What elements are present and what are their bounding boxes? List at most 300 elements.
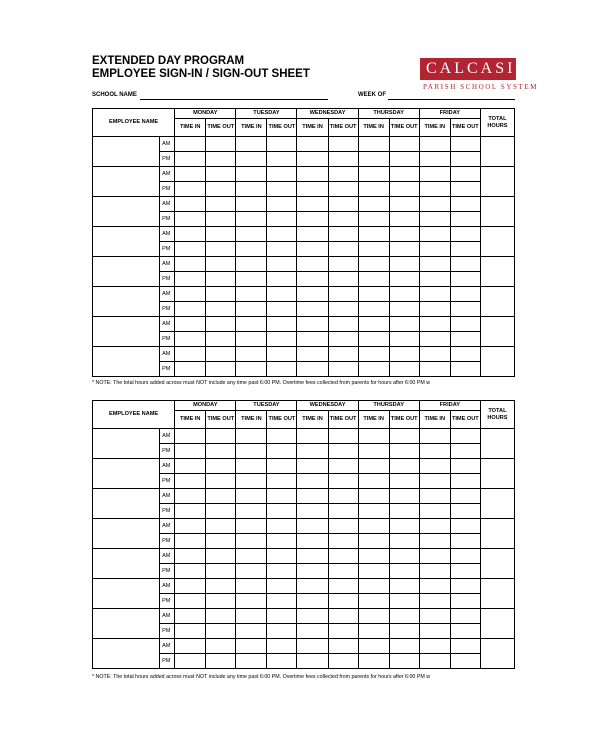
time-out-cell[interactable] xyxy=(450,489,480,504)
time-in-cell[interactable] xyxy=(297,534,328,549)
time-out-cell[interactable] xyxy=(389,504,419,519)
time-in-cell[interactable] xyxy=(175,654,206,669)
time-out-cell[interactable] xyxy=(389,519,419,534)
time-out-cell[interactable] xyxy=(206,459,236,474)
time-out-cell[interactable] xyxy=(389,594,419,609)
time-out-cell[interactable] xyxy=(267,609,297,624)
time-out-cell[interactable] xyxy=(389,182,419,197)
time-in-cell[interactable] xyxy=(236,242,267,257)
time-out-cell[interactable] xyxy=(389,459,419,474)
time-in-cell[interactable] xyxy=(419,654,450,669)
time-in-cell[interactable] xyxy=(419,609,450,624)
time-in-cell[interactable] xyxy=(236,347,267,362)
time-out-cell[interactable] xyxy=(450,609,480,624)
time-in-cell[interactable] xyxy=(175,609,206,624)
time-in-cell[interactable] xyxy=(297,317,328,332)
time-out-cell[interactable] xyxy=(267,429,297,444)
time-in-cell[interactable] xyxy=(236,137,267,152)
employee-name-cell[interactable] xyxy=(93,347,160,377)
total-hours-cell[interactable] xyxy=(480,197,514,227)
time-in-cell[interactable] xyxy=(419,362,450,377)
time-out-cell[interactable] xyxy=(328,137,358,152)
time-out-cell[interactable] xyxy=(389,639,419,654)
time-out-cell[interactable] xyxy=(328,549,358,564)
time-out-cell[interactable] xyxy=(450,167,480,182)
time-out-cell[interactable] xyxy=(389,654,419,669)
time-out-cell[interactable] xyxy=(389,287,419,302)
time-in-cell[interactable] xyxy=(358,167,389,182)
time-in-cell[interactable] xyxy=(297,332,328,347)
time-out-cell[interactable] xyxy=(206,429,236,444)
time-in-cell[interactable] xyxy=(236,332,267,347)
time-in-cell[interactable] xyxy=(358,287,389,302)
time-out-cell[interactable] xyxy=(206,534,236,549)
time-out-cell[interactable] xyxy=(206,564,236,579)
time-in-cell[interactable] xyxy=(297,362,328,377)
time-out-cell[interactable] xyxy=(389,272,419,287)
time-out-cell[interactable] xyxy=(206,519,236,534)
time-out-cell[interactable] xyxy=(450,182,480,197)
time-in-cell[interactable] xyxy=(297,429,328,444)
time-out-cell[interactable] xyxy=(328,429,358,444)
time-in-cell[interactable] xyxy=(297,579,328,594)
time-in-cell[interactable] xyxy=(236,444,267,459)
time-out-cell[interactable] xyxy=(389,347,419,362)
time-out-cell[interactable] xyxy=(389,549,419,564)
time-in-cell[interactable] xyxy=(175,519,206,534)
time-in-cell[interactable] xyxy=(419,167,450,182)
time-in-cell[interactable] xyxy=(297,302,328,317)
time-out-cell[interactable] xyxy=(267,302,297,317)
time-in-cell[interactable] xyxy=(236,609,267,624)
time-in-cell[interactable] xyxy=(419,579,450,594)
time-out-cell[interactable] xyxy=(206,257,236,272)
time-in-cell[interactable] xyxy=(236,534,267,549)
time-in-cell[interactable] xyxy=(175,332,206,347)
time-out-cell[interactable] xyxy=(267,212,297,227)
time-out-cell[interactable] xyxy=(328,317,358,332)
time-out-cell[interactable] xyxy=(389,197,419,212)
time-out-cell[interactable] xyxy=(450,564,480,579)
time-in-cell[interactable] xyxy=(175,212,206,227)
time-out-cell[interactable] xyxy=(450,594,480,609)
time-in-cell[interactable] xyxy=(358,317,389,332)
total-hours-cell[interactable] xyxy=(480,459,514,489)
time-out-cell[interactable] xyxy=(450,137,480,152)
time-out-cell[interactable] xyxy=(389,489,419,504)
time-out-cell[interactable] xyxy=(450,257,480,272)
time-out-cell[interactable] xyxy=(328,534,358,549)
time-out-cell[interactable] xyxy=(389,474,419,489)
time-in-cell[interactable] xyxy=(419,197,450,212)
time-in-cell[interactable] xyxy=(236,197,267,212)
time-in-cell[interactable] xyxy=(419,332,450,347)
time-out-cell[interactable] xyxy=(267,489,297,504)
time-out-cell[interactable] xyxy=(267,519,297,534)
time-out-cell[interactable] xyxy=(450,347,480,362)
time-in-cell[interactable] xyxy=(358,182,389,197)
time-in-cell[interactable] xyxy=(175,594,206,609)
time-out-cell[interactable] xyxy=(328,654,358,669)
time-out-cell[interactable] xyxy=(389,564,419,579)
time-in-cell[interactable] xyxy=(175,302,206,317)
employee-name-cell[interactable] xyxy=(93,609,160,639)
time-out-cell[interactable] xyxy=(450,242,480,257)
time-in-cell[interactable] xyxy=(297,609,328,624)
time-in-cell[interactable] xyxy=(175,182,206,197)
time-out-cell[interactable] xyxy=(328,347,358,362)
time-in-cell[interactable] xyxy=(175,287,206,302)
time-out-cell[interactable] xyxy=(328,302,358,317)
time-out-cell[interactable] xyxy=(328,167,358,182)
time-out-cell[interactable] xyxy=(389,242,419,257)
time-out-cell[interactable] xyxy=(267,459,297,474)
time-out-cell[interactable] xyxy=(328,594,358,609)
time-in-cell[interactable] xyxy=(358,489,389,504)
time-in-cell[interactable] xyxy=(175,257,206,272)
time-in-cell[interactable] xyxy=(358,212,389,227)
time-out-cell[interactable] xyxy=(389,429,419,444)
time-out-cell[interactable] xyxy=(206,489,236,504)
time-in-cell[interactable] xyxy=(297,197,328,212)
employee-name-cell[interactable] xyxy=(93,227,160,257)
time-in-cell[interactable] xyxy=(236,519,267,534)
time-out-cell[interactable] xyxy=(267,197,297,212)
total-hours-cell[interactable] xyxy=(480,579,514,609)
time-in-cell[interactable] xyxy=(175,534,206,549)
time-in-cell[interactable] xyxy=(175,444,206,459)
time-out-cell[interactable] xyxy=(389,624,419,639)
time-out-cell[interactable] xyxy=(389,167,419,182)
time-in-cell[interactable] xyxy=(236,287,267,302)
total-hours-cell[interactable] xyxy=(480,347,514,377)
time-in-cell[interactable] xyxy=(175,152,206,167)
time-out-cell[interactable] xyxy=(450,197,480,212)
time-in-cell[interactable] xyxy=(297,182,328,197)
time-out-cell[interactable] xyxy=(328,579,358,594)
time-out-cell[interactable] xyxy=(450,272,480,287)
time-in-cell[interactable] xyxy=(175,137,206,152)
time-in-cell[interactable] xyxy=(358,197,389,212)
time-out-cell[interactable] xyxy=(206,167,236,182)
time-out-cell[interactable] xyxy=(328,287,358,302)
time-out-cell[interactable] xyxy=(450,459,480,474)
time-out-cell[interactable] xyxy=(267,227,297,242)
time-out-cell[interactable] xyxy=(450,519,480,534)
school-name-field[interactable] xyxy=(140,99,328,100)
time-in-cell[interactable] xyxy=(419,227,450,242)
employee-name-cell[interactable] xyxy=(93,197,160,227)
time-out-cell[interactable] xyxy=(328,362,358,377)
time-out-cell[interactable] xyxy=(328,332,358,347)
time-in-cell[interactable] xyxy=(175,624,206,639)
total-hours-cell[interactable] xyxy=(480,489,514,519)
time-in-cell[interactable] xyxy=(297,167,328,182)
time-out-cell[interactable] xyxy=(206,212,236,227)
time-in-cell[interactable] xyxy=(236,489,267,504)
employee-name-cell[interactable] xyxy=(93,137,160,167)
time-out-cell[interactable] xyxy=(389,332,419,347)
time-in-cell[interactable] xyxy=(419,317,450,332)
time-in-cell[interactable] xyxy=(175,242,206,257)
total-hours-cell[interactable] xyxy=(480,257,514,287)
time-out-cell[interactable] xyxy=(267,579,297,594)
time-out-cell[interactable] xyxy=(267,257,297,272)
time-in-cell[interactable] xyxy=(297,504,328,519)
time-out-cell[interactable] xyxy=(450,287,480,302)
time-in-cell[interactable] xyxy=(236,594,267,609)
time-out-cell[interactable] xyxy=(206,347,236,362)
time-out-cell[interactable] xyxy=(389,579,419,594)
time-in-cell[interactable] xyxy=(297,212,328,227)
time-out-cell[interactable] xyxy=(450,654,480,669)
time-in-cell[interactable] xyxy=(236,272,267,287)
employee-name-cell[interactable] xyxy=(93,287,160,317)
time-out-cell[interactable] xyxy=(206,197,236,212)
time-out-cell[interactable] xyxy=(206,242,236,257)
time-out-cell[interactable] xyxy=(389,609,419,624)
time-out-cell[interactable] xyxy=(267,242,297,257)
time-in-cell[interactable] xyxy=(175,429,206,444)
time-out-cell[interactable] xyxy=(206,182,236,197)
time-out-cell[interactable] xyxy=(206,362,236,377)
time-in-cell[interactable] xyxy=(175,489,206,504)
time-out-cell[interactable] xyxy=(389,362,419,377)
time-in-cell[interactable] xyxy=(175,272,206,287)
time-out-cell[interactable] xyxy=(450,317,480,332)
time-in-cell[interactable] xyxy=(358,594,389,609)
time-out-cell[interactable] xyxy=(389,302,419,317)
total-hours-cell[interactable] xyxy=(480,227,514,257)
time-in-cell[interactable] xyxy=(236,152,267,167)
time-in-cell[interactable] xyxy=(297,489,328,504)
time-in-cell[interactable] xyxy=(297,227,328,242)
time-in-cell[interactable] xyxy=(297,137,328,152)
time-out-cell[interactable] xyxy=(267,474,297,489)
time-out-cell[interactable] xyxy=(450,227,480,242)
time-in-cell[interactable] xyxy=(175,227,206,242)
time-out-cell[interactable] xyxy=(328,504,358,519)
time-in-cell[interactable] xyxy=(297,594,328,609)
employee-name-cell[interactable] xyxy=(93,579,160,609)
time-out-cell[interactable] xyxy=(450,212,480,227)
time-out-cell[interactable] xyxy=(267,504,297,519)
time-out-cell[interactable] xyxy=(450,504,480,519)
time-in-cell[interactable] xyxy=(419,152,450,167)
time-in-cell[interactable] xyxy=(419,534,450,549)
time-out-cell[interactable] xyxy=(267,639,297,654)
time-in-cell[interactable] xyxy=(236,257,267,272)
time-in-cell[interactable] xyxy=(297,564,328,579)
time-out-cell[interactable] xyxy=(328,609,358,624)
time-out-cell[interactable] xyxy=(389,257,419,272)
time-out-cell[interactable] xyxy=(389,137,419,152)
time-in-cell[interactable] xyxy=(236,182,267,197)
time-in-cell[interactable] xyxy=(175,362,206,377)
time-in-cell[interactable] xyxy=(236,624,267,639)
time-out-cell[interactable] xyxy=(267,624,297,639)
time-out-cell[interactable] xyxy=(206,609,236,624)
time-in-cell[interactable] xyxy=(358,227,389,242)
time-out-cell[interactable] xyxy=(206,594,236,609)
time-in-cell[interactable] xyxy=(175,347,206,362)
time-out-cell[interactable] xyxy=(450,639,480,654)
time-in-cell[interactable] xyxy=(236,474,267,489)
time-in-cell[interactable] xyxy=(419,549,450,564)
total-hours-cell[interactable] xyxy=(480,519,514,549)
time-in-cell[interactable] xyxy=(419,257,450,272)
total-hours-cell[interactable] xyxy=(480,609,514,639)
time-in-cell[interactable] xyxy=(297,444,328,459)
time-in-cell[interactable] xyxy=(297,624,328,639)
time-out-cell[interactable] xyxy=(389,317,419,332)
employee-name-cell[interactable] xyxy=(93,459,160,489)
time-in-cell[interactable] xyxy=(358,459,389,474)
time-out-cell[interactable] xyxy=(267,332,297,347)
time-out-cell[interactable] xyxy=(328,624,358,639)
time-out-cell[interactable] xyxy=(389,227,419,242)
time-in-cell[interactable] xyxy=(358,242,389,257)
time-out-cell[interactable] xyxy=(206,549,236,564)
employee-name-cell[interactable] xyxy=(93,519,160,549)
time-out-cell[interactable] xyxy=(267,182,297,197)
time-in-cell[interactable] xyxy=(358,549,389,564)
time-out-cell[interactable] xyxy=(328,444,358,459)
time-in-cell[interactable] xyxy=(236,317,267,332)
time-in-cell[interactable] xyxy=(236,549,267,564)
time-in-cell[interactable] xyxy=(358,137,389,152)
time-out-cell[interactable] xyxy=(206,504,236,519)
time-in-cell[interactable] xyxy=(297,272,328,287)
time-out-cell[interactable] xyxy=(328,212,358,227)
time-out-cell[interactable] xyxy=(389,152,419,167)
total-hours-cell[interactable] xyxy=(480,549,514,579)
employee-name-cell[interactable] xyxy=(93,167,160,197)
time-in-cell[interactable] xyxy=(297,519,328,534)
time-in-cell[interactable] xyxy=(358,564,389,579)
time-in-cell[interactable] xyxy=(358,444,389,459)
time-out-cell[interactable] xyxy=(328,519,358,534)
time-in-cell[interactable] xyxy=(236,654,267,669)
time-in-cell[interactable] xyxy=(236,362,267,377)
time-in-cell[interactable] xyxy=(419,519,450,534)
time-in-cell[interactable] xyxy=(297,654,328,669)
time-in-cell[interactable] xyxy=(297,242,328,257)
time-in-cell[interactable] xyxy=(175,459,206,474)
time-out-cell[interactable] xyxy=(450,302,480,317)
time-in-cell[interactable] xyxy=(175,579,206,594)
time-out-cell[interactable] xyxy=(267,534,297,549)
time-in-cell[interactable] xyxy=(358,534,389,549)
time-out-cell[interactable] xyxy=(267,594,297,609)
total-hours-cell[interactable] xyxy=(480,167,514,197)
total-hours-cell[interactable] xyxy=(480,429,514,459)
time-in-cell[interactable] xyxy=(419,504,450,519)
time-out-cell[interactable] xyxy=(267,654,297,669)
employee-name-cell[interactable] xyxy=(93,639,160,669)
time-in-cell[interactable] xyxy=(175,197,206,212)
time-in-cell[interactable] xyxy=(358,302,389,317)
time-in-cell[interactable] xyxy=(358,272,389,287)
time-out-cell[interactable] xyxy=(206,624,236,639)
time-out-cell[interactable] xyxy=(389,212,419,227)
time-in-cell[interactable] xyxy=(358,504,389,519)
time-in-cell[interactable] xyxy=(419,474,450,489)
total-hours-cell[interactable] xyxy=(480,137,514,167)
time-in-cell[interactable] xyxy=(236,429,267,444)
time-out-cell[interactable] xyxy=(450,474,480,489)
week-of-field[interactable] xyxy=(388,99,515,100)
time-in-cell[interactable] xyxy=(358,347,389,362)
total-hours-cell[interactable] xyxy=(480,639,514,669)
time-in-cell[interactable] xyxy=(358,579,389,594)
time-out-cell[interactable] xyxy=(450,624,480,639)
time-out-cell[interactable] xyxy=(206,152,236,167)
time-out-cell[interactable] xyxy=(328,227,358,242)
time-in-cell[interactable] xyxy=(175,167,206,182)
time-in-cell[interactable] xyxy=(419,137,450,152)
time-out-cell[interactable] xyxy=(450,549,480,564)
time-out-cell[interactable] xyxy=(450,152,480,167)
time-out-cell[interactable] xyxy=(206,444,236,459)
time-out-cell[interactable] xyxy=(450,332,480,347)
time-out-cell[interactable] xyxy=(450,429,480,444)
time-out-cell[interactable] xyxy=(206,302,236,317)
time-out-cell[interactable] xyxy=(389,444,419,459)
time-in-cell[interactable] xyxy=(297,257,328,272)
time-in-cell[interactable] xyxy=(297,287,328,302)
time-in-cell[interactable] xyxy=(236,504,267,519)
time-in-cell[interactable] xyxy=(419,302,450,317)
time-in-cell[interactable] xyxy=(358,257,389,272)
time-in-cell[interactable] xyxy=(297,474,328,489)
time-in-cell[interactable] xyxy=(419,639,450,654)
time-out-cell[interactable] xyxy=(328,242,358,257)
time-in-cell[interactable] xyxy=(175,639,206,654)
time-out-cell[interactable] xyxy=(206,474,236,489)
time-out-cell[interactable] xyxy=(267,362,297,377)
time-out-cell[interactable] xyxy=(328,272,358,287)
time-in-cell[interactable] xyxy=(419,182,450,197)
time-in-cell[interactable] xyxy=(419,272,450,287)
time-in-cell[interactable] xyxy=(236,167,267,182)
time-in-cell[interactable] xyxy=(297,152,328,167)
time-in-cell[interactable] xyxy=(419,444,450,459)
time-out-cell[interactable] xyxy=(328,474,358,489)
time-out-cell[interactable] xyxy=(206,272,236,287)
time-in-cell[interactable] xyxy=(419,594,450,609)
time-out-cell[interactable] xyxy=(206,639,236,654)
time-in-cell[interactable] xyxy=(419,347,450,362)
time-in-cell[interactable] xyxy=(419,429,450,444)
time-in-cell[interactable] xyxy=(297,549,328,564)
total-hours-cell[interactable] xyxy=(480,287,514,317)
time-in-cell[interactable] xyxy=(419,287,450,302)
time-in-cell[interactable] xyxy=(419,564,450,579)
time-out-cell[interactable] xyxy=(267,549,297,564)
time-in-cell[interactable] xyxy=(236,564,267,579)
time-in-cell[interactable] xyxy=(297,459,328,474)
time-in-cell[interactable] xyxy=(236,579,267,594)
time-out-cell[interactable] xyxy=(267,564,297,579)
time-in-cell[interactable] xyxy=(419,624,450,639)
time-in-cell[interactable] xyxy=(236,302,267,317)
time-out-cell[interactable] xyxy=(450,362,480,377)
time-out-cell[interactable] xyxy=(328,182,358,197)
time-out-cell[interactable] xyxy=(206,137,236,152)
time-out-cell[interactable] xyxy=(328,257,358,272)
time-out-cell[interactable] xyxy=(267,287,297,302)
